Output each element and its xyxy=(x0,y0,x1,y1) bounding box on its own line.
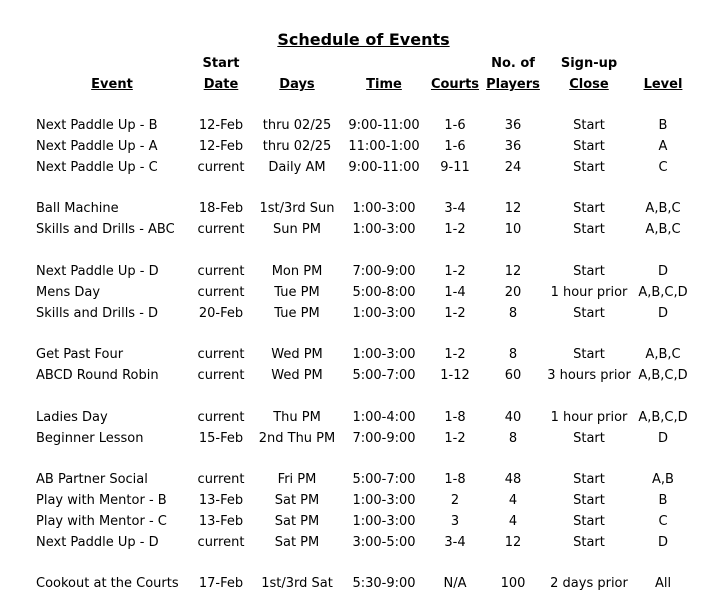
cell-signup-close: 3 hours prior xyxy=(547,368,631,383)
cell-event: Next Paddle Up - B xyxy=(36,118,158,133)
header-time-top xyxy=(343,53,425,74)
cell-players: 40 xyxy=(504,410,522,425)
cell-days: Fri PM xyxy=(277,472,317,487)
cell-days: Wed PM xyxy=(271,368,323,383)
cell-signup-close: 2 days prior xyxy=(550,576,628,591)
cell-event: Play with Mentor - B xyxy=(36,493,167,508)
cell-start-date: current xyxy=(197,222,245,237)
cell-courts: N/A xyxy=(443,576,467,591)
cell-courts: 9-11 xyxy=(440,160,470,175)
cell-time: 5:00-8:00 xyxy=(352,285,416,300)
cell-players: 10 xyxy=(504,222,522,237)
cell-players: 12 xyxy=(504,264,522,279)
cell-time: 1:00-4:00 xyxy=(352,410,416,425)
header-time xyxy=(343,53,425,95)
cell-level: A,B,C xyxy=(645,201,681,216)
cell-players: 4 xyxy=(508,514,518,529)
cell-signup-close: 1 hour prior xyxy=(550,410,628,425)
cell-level: D xyxy=(657,431,668,446)
cell-start-date: current xyxy=(197,160,245,175)
cell-courts: 1-2 xyxy=(444,222,466,237)
cell-time: 5:00-7:00 xyxy=(352,368,416,383)
cell-courts: 1-2 xyxy=(444,264,466,279)
cell-signup-close: Start xyxy=(573,347,605,362)
cell-signup-close: Start xyxy=(573,222,605,237)
cell-courts: 1-6 xyxy=(444,139,466,154)
cell-time: 11:00-1:00 xyxy=(348,139,420,154)
cell-days: thru 02/25 xyxy=(262,118,332,133)
cell-courts: 1-2 xyxy=(444,347,466,362)
cell-signup-close: Start xyxy=(573,306,605,321)
cell-event: Next Paddle Up - D xyxy=(36,535,159,550)
cell-signup-close: Start xyxy=(573,535,605,550)
cell-time: 1:00-3:00 xyxy=(352,306,416,321)
cell-time: 3:00-5:00 xyxy=(352,535,416,550)
cell-courts: 3-4 xyxy=(444,201,466,216)
cell-courts: 1-8 xyxy=(444,410,466,425)
cell-players: 100 xyxy=(500,576,526,591)
cell-event: Play with Mentor - C xyxy=(36,514,167,529)
cell-players: 36 xyxy=(504,118,522,133)
cell-players: 8 xyxy=(508,306,518,321)
cell-event: Next Paddle Up - D xyxy=(36,264,159,279)
cell-days: Sat PM xyxy=(274,493,320,508)
cell-courts: 1-2 xyxy=(444,306,466,321)
header-days-label: Days xyxy=(279,77,315,92)
cell-signup-close: Start xyxy=(573,264,605,279)
cell-time: 1:00-3:00 xyxy=(352,222,416,237)
cell-event: Cookout at the Courts xyxy=(36,576,179,591)
cell-signup-close: Start xyxy=(573,201,605,216)
cell-start-date: current xyxy=(197,368,245,383)
header-signup-close xyxy=(543,53,635,95)
cell-event: Get Past Four xyxy=(36,347,124,362)
cell-signup-close: Start xyxy=(573,514,605,529)
cell-signup-close: Start xyxy=(573,160,605,175)
cell-start-date: current xyxy=(197,264,245,279)
cell-level: C xyxy=(658,160,668,175)
cell-event: Ball Machine xyxy=(36,201,119,216)
cell-signup-close: Start xyxy=(573,118,605,133)
header-level-label: Level xyxy=(643,77,683,92)
cell-start-date: 12-Feb xyxy=(198,118,244,133)
cell-time: 1:00-3:00 xyxy=(352,347,416,362)
cell-courts: 1-8 xyxy=(444,472,466,487)
cell-days: thru 02/25 xyxy=(262,139,332,154)
cell-start-date: 20-Feb xyxy=(198,306,244,321)
header-courts-label: Courts xyxy=(430,77,480,92)
cell-start-date: current xyxy=(197,285,245,300)
cell-level: A,B,C,D xyxy=(638,410,688,425)
header-courts xyxy=(427,53,483,95)
cell-time: 1:00-3:00 xyxy=(352,493,416,508)
cell-time: 9:00-11:00 xyxy=(348,118,420,133)
cell-courts: 1-4 xyxy=(444,285,466,300)
cell-event: Mens Day xyxy=(36,285,101,300)
page-title: Schedule of Events xyxy=(277,30,450,49)
cell-days: Thu PM xyxy=(273,410,321,425)
cell-start-date: 13-Feb xyxy=(198,514,244,529)
cell-start-date: current xyxy=(197,535,245,550)
header-players-top: No. of xyxy=(491,56,535,71)
cell-start-date: current xyxy=(197,472,245,487)
cell-signup-close: Start xyxy=(573,139,605,154)
cell-event: Next Paddle Up - A xyxy=(36,139,158,154)
cell-courts: 1-12 xyxy=(440,368,470,383)
header-start-date-top: Start xyxy=(202,56,240,71)
header-signup-close-top: Sign-up xyxy=(560,56,618,71)
header-time-label: Time xyxy=(366,77,402,92)
cell-level: A,B,C xyxy=(645,347,681,362)
cell-level: D xyxy=(657,264,668,279)
header-signup-close-label: Close xyxy=(569,77,609,92)
cell-players: 20 xyxy=(504,285,522,300)
cell-time: 5:00-7:00 xyxy=(352,472,416,487)
cell-event: AB Partner Social xyxy=(36,472,148,487)
cell-event: Ladies Day xyxy=(36,410,108,425)
cell-players: 8 xyxy=(508,431,518,446)
cell-level: A xyxy=(658,139,668,154)
cell-signup-close: Start xyxy=(573,431,605,446)
cell-days: Sat PM xyxy=(274,535,320,550)
cell-level: B xyxy=(658,493,668,508)
cell-level: D xyxy=(657,306,668,321)
header-level xyxy=(633,53,693,95)
cell-start-date: 15-Feb xyxy=(198,431,244,446)
cell-time: 9:00-11:00 xyxy=(348,160,420,175)
cell-level: C xyxy=(658,514,668,529)
cell-time: 7:00-9:00 xyxy=(352,264,416,279)
cell-players: 12 xyxy=(504,201,522,216)
cell-players: 36 xyxy=(504,139,522,154)
cell-players: 24 xyxy=(504,160,522,175)
cell-start-date: current xyxy=(197,347,245,362)
cell-days: 2nd Thu PM xyxy=(258,431,336,446)
cell-event: ABCD Round Robin xyxy=(36,368,159,383)
header-event xyxy=(36,53,188,95)
cell-days: 1st/3rd Sun xyxy=(259,201,335,216)
cell-players: 12 xyxy=(504,535,522,550)
cell-signup-close: Start xyxy=(573,472,605,487)
header-event-label: Event xyxy=(91,77,133,92)
header-start-date xyxy=(190,53,252,95)
cell-level: A,B,C,D xyxy=(638,368,688,383)
cell-time: 1:00-3:00 xyxy=(352,514,416,529)
header-players xyxy=(483,53,543,95)
cell-days: Daily AM xyxy=(268,160,326,175)
cell-start-date: 13-Feb xyxy=(198,493,244,508)
cell-start-date: current xyxy=(197,410,245,425)
cell-days: Tue PM xyxy=(274,306,320,321)
cell-players: 48 xyxy=(504,472,522,487)
cell-signup-close: Start xyxy=(573,493,605,508)
cell-start-date: 17-Feb xyxy=(198,576,244,591)
cell-time: 1:00-3:00 xyxy=(352,201,416,216)
cell-days: Sun PM xyxy=(273,222,321,237)
cell-courts: 2 xyxy=(450,493,460,508)
cell-event: Beginner Lesson xyxy=(36,431,144,446)
cell-players: 8 xyxy=(508,347,518,362)
cell-courts: 1-2 xyxy=(444,431,466,446)
header-players-label: Players xyxy=(486,77,540,92)
header-days xyxy=(254,53,340,95)
cell-courts: 3 xyxy=(450,514,460,529)
cell-days: Tue PM xyxy=(274,285,320,300)
cell-level: A,B xyxy=(652,472,674,487)
cell-level: A,B,C xyxy=(645,222,681,237)
cell-players: 60 xyxy=(504,368,522,383)
cell-time: 5:30-9:00 xyxy=(352,576,416,591)
cell-days: 1st/3rd Sat xyxy=(261,576,333,591)
cell-event: Skills and Drills - D xyxy=(36,306,159,321)
cell-players: 4 xyxy=(508,493,518,508)
cell-level: A,B,C,D xyxy=(638,285,688,300)
cell-signup-close: 1 hour prior xyxy=(550,285,628,300)
cell-start-date: 12-Feb xyxy=(198,139,244,154)
cell-level: B xyxy=(658,118,668,133)
cell-days: Wed PM xyxy=(271,347,323,362)
cell-event: Skills and Drills - ABC xyxy=(36,222,175,237)
cell-start-date: 18-Feb xyxy=(198,201,244,216)
header-level-top xyxy=(633,53,693,74)
cell-time: 7:00-9:00 xyxy=(352,431,416,446)
header-days-top xyxy=(254,53,340,74)
header-start-date-label: Date xyxy=(203,77,239,92)
cell-level: D xyxy=(657,535,668,550)
cell-level: All xyxy=(654,576,672,591)
header-courts-top xyxy=(427,53,483,74)
cell-days: Sat PM xyxy=(274,514,320,529)
header-event-top xyxy=(36,53,188,74)
cell-courts: 3-4 xyxy=(444,535,466,550)
cell-courts: 1-6 xyxy=(444,118,466,133)
cell-days: Mon PM xyxy=(271,264,323,279)
cell-event: Next Paddle Up - C xyxy=(36,160,158,175)
